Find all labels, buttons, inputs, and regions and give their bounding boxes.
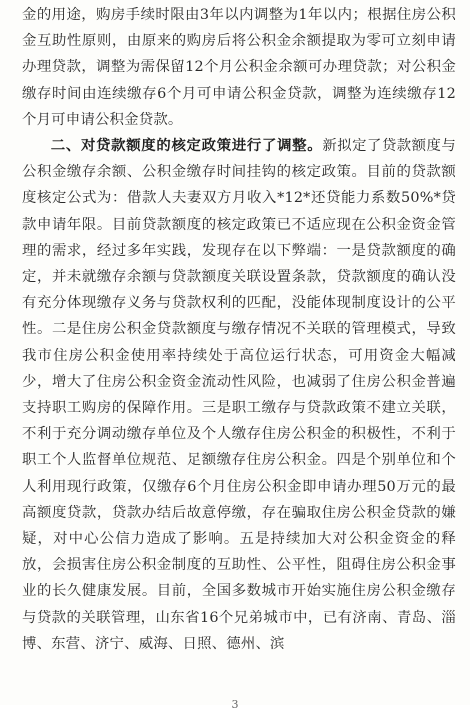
page-number: 3 <box>231 698 239 711</box>
paragraph-2-body: 新拟定了贷款额度与公积金缴存余额、公积金缴存时间挂钩的核定政策。目前的贷款额度核定公式为：借款人夫妻双方月收入*12*还贷能力系数50%*贷款申请年限。目前贷款额度的核定政策已不适应现在公积金资金管理的需求，经过多年实践，发现存在以下弊端：一是贷款额度的确定，并未就缴存余额与贷款额度关联设置条款，贷款额度的确认没有充分体现缴存义务与贷款权利的匹配，没能体现制度设计的公平性。二是住房公积金贷款额度与缴存情况不关联的管理模式，导致我市住房公积金使用率持续处于高位运行状态，可用资金大幅减少，增大了住房公积金资金流动性风险，也减弱了住房公积金普遍支持职工购房的保障作用。三是职工缴存与贷款政策不建立关联，不利于充分调动缴存单位及个人缴存住房公积金的积极性，不利于职工个人监督单位规范、足额缴存住房公积金。四是个别单位和个人利用现行政策，仅缴存6个月住房公积金即申请办理50万元的最高额度贷款，贷款办结后故意停缴，存在骗取住房公积金贷款的嫌疑，对中心公信力造成了影响。五是持续加大对公积金资金的释放，会损害住房公积金制度的互助性、公平性，阻碍住房公积金事业的长久健康发展。目前，全国多数城市开始实施住房公积金缴存与贷款的关联管理，山东省16个兄弟城市中，已有济南、青岛、淄博、东营、济宁、威海、日照、德州、滨 <box>22 138 456 652</box>
section-heading: 二、对贷款额度的核定政策进行了调整。 <box>50 138 323 155</box>
document-body <box>22 2 456 657</box>
paragraph-1: 金的用途，购房手续时限由3年以内调整为1年以内；根据住房公积金互助性原则，由原来的购房后将公积金余额提取为零可立刻申请办理贷款，调整为需保留12个月公积金余额可办理贷款；对公积金缴存时间由连续缴存6个月可申请公积金贷款，调整为连续缴存12个月可申请公积金贷款。 <box>22 7 456 128</box>
paragraph-2 <box>22 133 456 657</box>
